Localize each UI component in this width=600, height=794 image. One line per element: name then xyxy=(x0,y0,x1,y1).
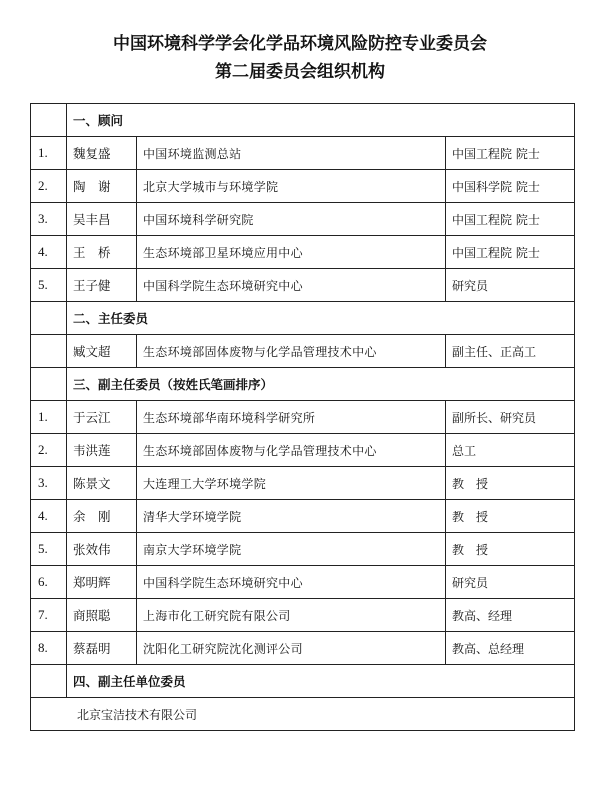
member-title: 教 授 xyxy=(446,500,575,533)
member-title: 研究员 xyxy=(446,566,575,599)
table-row xyxy=(31,137,575,170)
member-organization: 中国环境监测总站 xyxy=(137,137,446,170)
member-number: 3. xyxy=(31,467,67,500)
table-row xyxy=(31,236,575,269)
member-name: 张效伟 xyxy=(67,533,137,566)
member-number: 3. xyxy=(31,203,67,236)
member-title: 教 授 xyxy=(446,467,575,500)
member-organization: 中国环境科学研究院 xyxy=(137,203,446,236)
member-number: 2. xyxy=(31,434,67,467)
member-title: 教高、经理 xyxy=(446,599,575,632)
member-number: 1. xyxy=(31,401,67,434)
organization-table xyxy=(30,103,575,731)
member-name: 王子健 xyxy=(67,269,137,302)
section-heading: 三、副主任委员（按姓氏笔画排序） xyxy=(67,368,575,401)
table-row xyxy=(31,434,575,467)
member-number: 7. xyxy=(31,599,67,632)
table-row xyxy=(31,401,575,434)
member-name: 蔡磊明 xyxy=(67,632,137,665)
member-title: 中国科学院 院士 xyxy=(446,170,575,203)
member-title: 中国工程院 院士 xyxy=(446,203,575,236)
table-row xyxy=(31,698,575,731)
member-name: 魏复盛 xyxy=(67,137,137,170)
section-header-row xyxy=(31,665,575,698)
table-row xyxy=(31,467,575,500)
member-title: 副主任、正高工 xyxy=(446,335,575,368)
member-name: 商照聪 xyxy=(67,599,137,632)
member-organization: 大连理工大学环境学院 xyxy=(137,467,446,500)
member-title: 教 授 xyxy=(446,533,575,566)
member-organization: 中国科学院生态环境研究中心 xyxy=(137,269,446,302)
section-header-row xyxy=(31,302,575,335)
member-organization: 清华大学环境学院 xyxy=(137,500,446,533)
member-name: 陶 谢 xyxy=(67,170,137,203)
member-number: 8. xyxy=(31,632,67,665)
table-row xyxy=(31,599,575,632)
member-title: 副所长、研究员 xyxy=(446,401,575,434)
member-name: 韦洪莲 xyxy=(67,434,137,467)
section-number-cell xyxy=(31,302,67,335)
member-number: 6. xyxy=(31,566,67,599)
member-name: 臧文超 xyxy=(67,335,137,368)
table-row xyxy=(31,500,575,533)
member-organization: 南京大学环境学院 xyxy=(137,533,446,566)
member-number: 4. xyxy=(31,236,67,269)
table-row xyxy=(31,335,575,368)
section-number-cell xyxy=(31,368,67,401)
member-name: 王 桥 xyxy=(67,236,137,269)
member-number: 5. xyxy=(31,269,67,302)
member-title: 教高、总经理 xyxy=(446,632,575,665)
section-heading: 一、顾问 xyxy=(67,104,575,137)
table-row xyxy=(31,203,575,236)
member-organization: 中国科学院生态环境研究中心 xyxy=(137,566,446,599)
member-title: 中国工程院 院士 xyxy=(446,137,575,170)
member-number: 5. xyxy=(31,533,67,566)
document-subtitle: 第二届委员会组织机构 xyxy=(215,62,385,82)
member-title: 研究员 xyxy=(446,269,575,302)
member-number: 2. xyxy=(31,170,67,203)
member-organization: 生态环境部华南环境科学研究所 xyxy=(137,401,446,434)
member-organization: 沈阳化工研究院沈化测评公司 xyxy=(137,632,446,665)
member-organization: 生态环境部卫星环境应用中心 xyxy=(137,236,446,269)
table-row xyxy=(31,269,575,302)
document-title: 中国环境科学学会化学品环境风险防控专业委员会 xyxy=(113,34,487,54)
member-number: 1. xyxy=(31,137,67,170)
unit-name: 北京宝洁技术有限公司 xyxy=(31,698,575,731)
member-organization: 生态环境部固体废物与化学品管理技术中心 xyxy=(137,434,446,467)
section-number-cell xyxy=(31,104,67,137)
member-title: 总工 xyxy=(446,434,575,467)
member-number xyxy=(31,335,67,368)
table-row xyxy=(31,533,575,566)
member-organization: 生态环境部固体废物与化学品管理技术中心 xyxy=(137,335,446,368)
table-row xyxy=(31,566,575,599)
table-row xyxy=(31,170,575,203)
member-name: 郑明辉 xyxy=(67,566,137,599)
member-name: 余 刚 xyxy=(67,500,137,533)
member-title: 中国工程院 院士 xyxy=(446,236,575,269)
section-header-row xyxy=(31,104,575,137)
member-name: 吴丰昌 xyxy=(67,203,137,236)
member-organization: 上海市化工研究院有限公司 xyxy=(137,599,446,632)
member-organization: 北京大学城市与环境学院 xyxy=(137,170,446,203)
section-heading: 四、副主任单位委员 xyxy=(67,665,575,698)
section-number-cell xyxy=(31,665,67,698)
section-heading: 二、主任委员 xyxy=(67,302,575,335)
member-number: 4. xyxy=(31,500,67,533)
table-row xyxy=(31,632,575,665)
section-header-row xyxy=(31,368,575,401)
member-name: 陈景文 xyxy=(67,467,137,500)
member-name: 于云江 xyxy=(67,401,137,434)
